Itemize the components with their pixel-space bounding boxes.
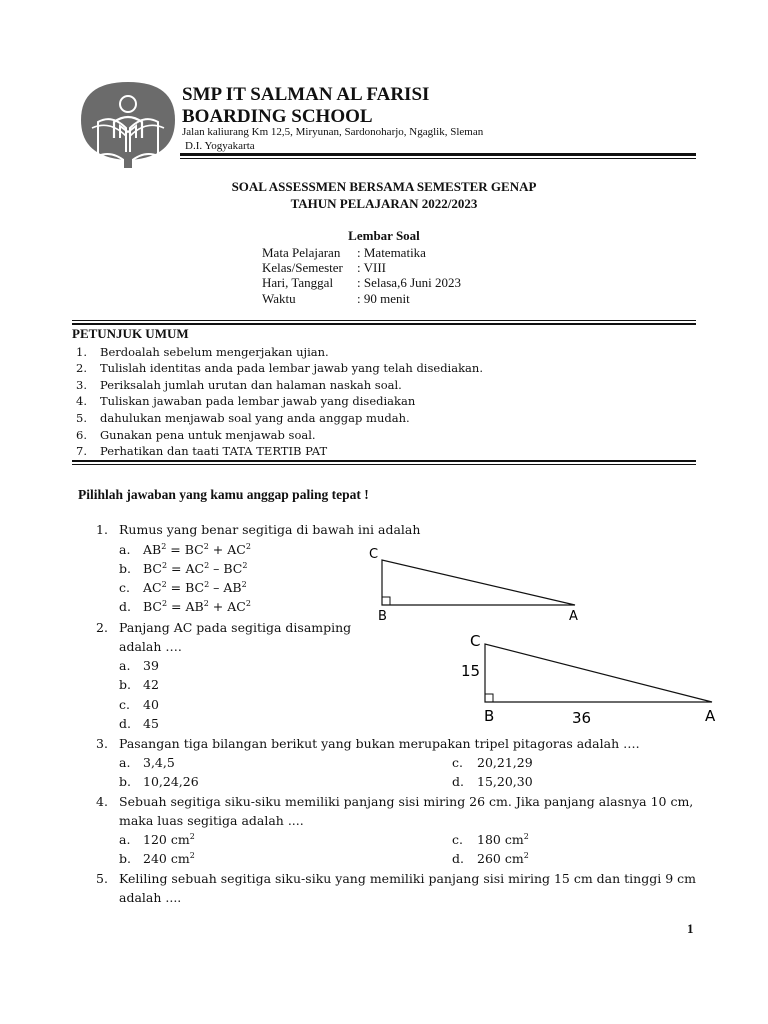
question-text: Sebuah segitiga siku-siku memiliki panjang sisi miring 26 cm. Jika panjang alasnya 10 cm,: [119, 794, 694, 809]
question-text: maka luas segitiga adalah ....: [119, 813, 304, 828]
question-number: 5.: [96, 871, 108, 886]
header-rule-thick: [180, 153, 696, 156]
school-name-line2: BOARDING SCHOOL: [182, 106, 373, 127]
question-text: Panjang AC pada segitiga disamping: [119, 620, 352, 635]
option-text: 260 $cm^2$: [477, 850, 529, 866]
side-label-ba: 36: [572, 709, 592, 727]
side-label-cb: 15: [461, 662, 481, 680]
option-text: 240 $cm^2$: [143, 850, 195, 866]
option-text: 39: [143, 658, 159, 673]
option-text: 10,24,26: [143, 774, 199, 789]
option-text: 15,20,30: [477, 774, 533, 789]
option-letter: b.: [119, 561, 131, 576]
header-rule-thin: [180, 158, 696, 159]
direction-text: Tulislah identitas anda pada lembar jawab yang telah disediakan.: [100, 361, 483, 375]
vertex-label-a: A: [705, 707, 716, 725]
vertex-label-c: C: [470, 632, 481, 650]
vertex-label-a: A: [569, 609, 578, 624]
direction-num: 4.: [76, 394, 87, 408]
school-logo: [78, 58, 178, 176]
direction-text: Periksalah jumlah urutan dan halaman naskah soal.: [100, 378, 402, 392]
school-address: Jalan kaliurang Km 12,5, Miryunan, Sardonoharjo, Ngaglik, Sleman: [182, 126, 484, 138]
direction-num: 1.: [76, 345, 87, 359]
direction-text: Tuliskan jawaban pada lembar jawab yang disediakan: [100, 394, 416, 408]
direction-num: 2.: [76, 361, 87, 375]
option-text: 180 $cm^2$: [477, 831, 529, 847]
crescent-icon: [117, 60, 134, 83]
option-letter: d.: [119, 716, 131, 731]
question-text: Pasangan tiga bilangan berikut yang bukan merupakan tripel pitagoras adalah ….: [119, 736, 640, 751]
triangle-figure-2: [455, 630, 725, 730]
direction-text: dahulukan menjawab soal yang anda anggap mudah.: [100, 411, 410, 425]
option-formula: $BC^2 = AB^2 + AC^2$: [143, 598, 251, 614]
direction-text: Berdoalah sebelum mengerjakan ujian.: [100, 345, 329, 359]
question-number: 3.: [96, 736, 108, 751]
sheet-title: Lembar Soal: [348, 228, 420, 243]
directions-heading: PETUNJUK UMUM: [72, 326, 189, 341]
info-label-time: Waktu: [262, 291, 296, 306]
school-region: D.I. Yogyakarta: [185, 140, 255, 152]
option-letter: a.: [119, 542, 131, 557]
option-text: 3,4,5: [143, 755, 175, 770]
option-text: 120 $cm^2$: [143, 831, 195, 847]
direction-num: 7.: [76, 444, 87, 458]
info-label-class: Kelas/Semester: [262, 260, 343, 275]
option-formula: $BC^2 = AC^2 - BC^2$: [143, 560, 248, 576]
triangle-1-shape: [382, 560, 575, 605]
page-number: 1: [687, 921, 694, 936]
triangle-figure-1: [360, 542, 600, 626]
directions-rule-bottom-thick: [72, 460, 696, 462]
option-text: 42: [143, 677, 159, 692]
option-letter: d.: [119, 599, 131, 614]
directions-rule-bottom-thin: [72, 464, 696, 465]
info-label-date: Hari, Tanggal: [262, 275, 334, 290]
directions-rule-top-thin: [72, 320, 696, 321]
info-value-date: : Selasa,6 Juni 2023: [357, 275, 461, 290]
option-letter: c.: [119, 697, 130, 712]
question-text: adalah ....: [119, 890, 182, 905]
vertex-label-b: B: [484, 707, 495, 725]
school-name-line1: SMP IT SALMAN AL FARISI: [182, 84, 430, 105]
direction-num: 3.: [76, 378, 87, 392]
option-text: 40: [143, 697, 159, 712]
option-letter: c.: [119, 580, 130, 595]
option-letter: a.: [119, 658, 131, 673]
option-letter: d.: [452, 851, 464, 866]
info-label-subject: Mata Pelajaran: [262, 245, 341, 260]
option-text: 45: [143, 716, 159, 731]
option-letter: c.: [452, 755, 463, 770]
direction-text: Gunakan pena untuk menjawab soal.: [100, 428, 316, 442]
option-letter: d.: [452, 774, 464, 789]
option-letter: a.: [119, 755, 131, 770]
direction-num: 6.: [76, 428, 87, 442]
question-text: Keliling sebuah segitiga siku-siku yang memiliki panjang sisi miring 15 cm dan tinggi 9 cm: [119, 871, 696, 886]
exam-year: TAHUN PELAJARAN 2022/2023: [290, 196, 478, 211]
vertex-label-c: C: [369, 547, 379, 562]
exam-title: SOAL ASSESSMEN BERSAMA SEMESTER GENAP: [231, 179, 537, 194]
option-letter: b.: [119, 774, 131, 789]
info-value-class: : VIII: [357, 260, 387, 275]
option-formula: $AB^2 = BC^2 + AC^2$: [143, 541, 251, 557]
option-letter: a.: [119, 832, 131, 847]
question-text: adalah ….: [119, 639, 182, 654]
question-number: 2.: [96, 620, 108, 635]
option-text: 20,21,29: [477, 755, 533, 770]
option-formula: $AC^2 = BC^2 - AB^2$: [143, 579, 247, 595]
right-angle-marker: [485, 694, 493, 702]
info-value-subject: : Matematika: [357, 245, 426, 260]
direction-num: 5.: [76, 411, 87, 425]
question-number: 4.: [96, 794, 108, 809]
question-text: Rumus yang benar segitiga di bawah ini adalah: [119, 522, 421, 537]
right-angle-marker: [382, 597, 390, 605]
vertex-label-b: B: [378, 609, 387, 624]
directions-rule-top-thick: [72, 323, 696, 325]
question-number: 1.: [96, 522, 108, 537]
direction-text: Perhatikan dan taati TATA TERTIB PAT: [100, 444, 328, 458]
info-value-time: : 90 menit: [357, 291, 410, 306]
option-letter: b.: [119, 677, 131, 692]
answer-instruction: Pilihlah jawaban yang kamu anggap paling tepat !: [78, 487, 369, 502]
option-letter: c.: [452, 832, 463, 847]
option-letter: b.: [119, 851, 131, 866]
triangle-2-shape: [485, 644, 712, 702]
